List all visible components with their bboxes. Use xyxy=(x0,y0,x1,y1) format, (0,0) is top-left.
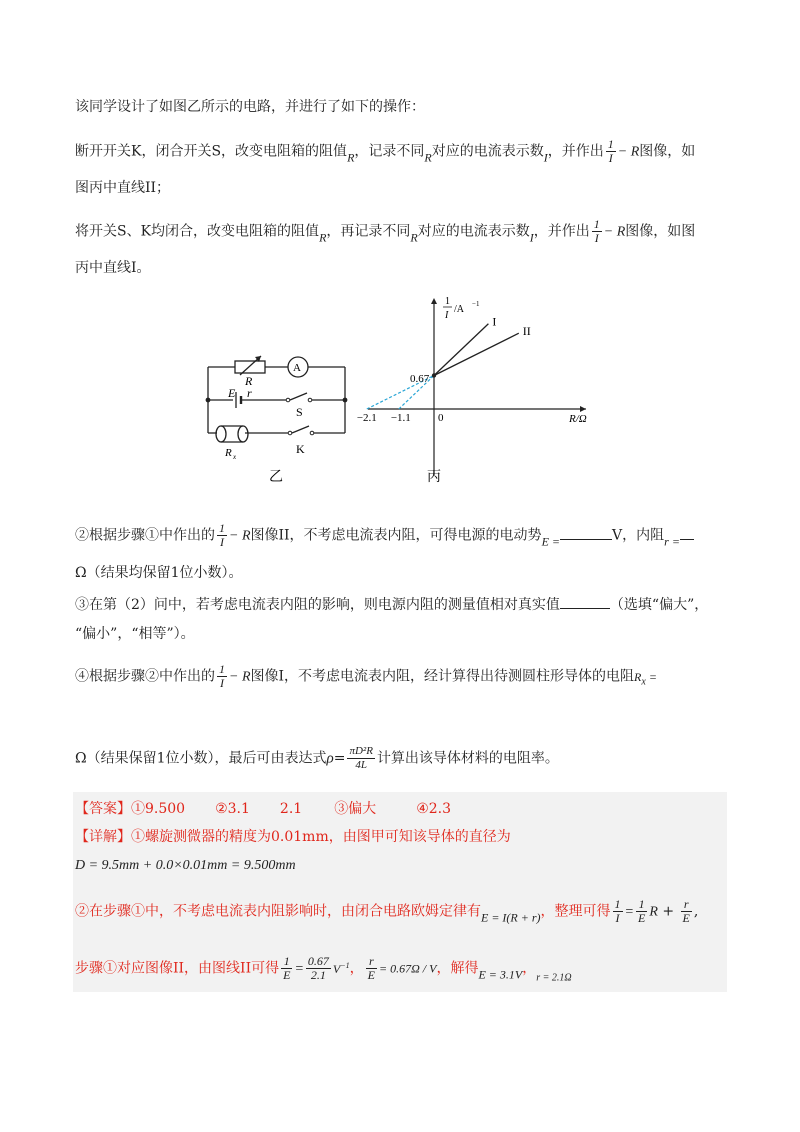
step1-line1 xyxy=(75,138,695,168)
detail-text1: ①螺旋测微器的精度为0.01mm，由图甲可知该导体的直径为 xyxy=(131,829,511,845)
detail-f2-value: = 0.67Ω / V xyxy=(379,961,437,976)
switch-s-label: S xyxy=(296,405,303,419)
q2-text-c: V，内阻 xyxy=(612,527,665,544)
step2-text-e: 图像，如图 xyxy=(625,223,696,240)
result-r: r = 2.1Ω xyxy=(536,972,572,984)
q2-line2: Ω（结果均保留1位小数）。 xyxy=(75,565,243,581)
y-label-num: 1 xyxy=(445,296,450,307)
step1-text-a: 断开开关K，闭合开关S，改变电阻箱的阻值 xyxy=(75,143,348,160)
resistor-box xyxy=(235,361,265,373)
answer-blank-emf[interactable] xyxy=(560,539,612,540)
fraction-1-over-E: $\frac{1}{E}$ xyxy=(637,897,646,925)
answer-blank-compare[interactable] xyxy=(560,608,610,609)
var-R: R xyxy=(424,150,432,165)
step2-text-c: 对应的电流表示数 xyxy=(417,223,530,240)
step2-line1 xyxy=(75,218,695,248)
answer-line xyxy=(75,799,451,819)
switch-k-label: K xyxy=(296,442,305,456)
fraction-1-over-I: $\frac{1}{I}$ xyxy=(614,897,621,925)
q3-text-a: ③在第（2）问中，若考虑电流表内阻的影响，则电源内阻的测量值相对真实值 xyxy=(75,597,560,613)
var-Rx: $R_x$ = xyxy=(634,669,657,687)
equals: = xyxy=(333,750,346,767)
detail-text3a: 步骤①对应图像II，由图线II可得 xyxy=(75,960,280,977)
detail-tag: 【详解】 xyxy=(75,829,131,845)
x-tick-label: −1.1 xyxy=(390,412,411,424)
x-axis-label: R/Ω xyxy=(569,413,587,425)
detail-text2a: ②在步骤①中，不考虑电流表内阻影响时，由闭合电路欧姆定律有 xyxy=(75,903,481,920)
var-r: r = xyxy=(664,534,680,549)
var-R: R xyxy=(319,230,327,245)
y-label-den: I xyxy=(445,310,449,321)
minus-R: − R xyxy=(229,669,251,685)
q4-text-b: 图像I，不考虑电流表内阻，经计算得出待测圆柱形导体的电阻 xyxy=(250,668,635,685)
var-I: I xyxy=(529,230,534,245)
detail-eq1: D = 9.5mm + 0.0×0.01mm = 9.500mm xyxy=(75,858,296,873)
q3-line1 xyxy=(75,595,708,615)
resistor-label: R xyxy=(245,374,253,388)
step1-text-e: 图像，如 xyxy=(639,143,696,160)
answer-item: 2.1 xyxy=(279,801,303,817)
q3-line2: “偏小”，“相等”）。 xyxy=(75,626,195,642)
origin-label: 0 xyxy=(438,412,444,424)
detail-text3b: ，解得 xyxy=(436,960,479,977)
resistivity-formula: $\frac{\text{πD²R}}{4L}$ xyxy=(349,745,373,771)
answer-item: ③偏大 xyxy=(334,801,377,817)
y-label-unit: /A xyxy=(454,304,464,315)
emf-label: E xyxy=(228,386,236,400)
q4-line1 xyxy=(75,663,657,692)
q4-text-a: ④根据步骤②中作出的 xyxy=(75,668,215,685)
x-axis-arrow xyxy=(580,406,586,412)
step2-text-b: ，再记录不同 xyxy=(326,223,411,240)
y-intercept-label: 0.67 xyxy=(410,373,430,385)
fraction-1-over-I: $\frac{1}{I}$ xyxy=(607,137,614,165)
answer-item: ④2.3 xyxy=(416,801,452,817)
equals: = xyxy=(624,904,634,920)
detail-line3: 步骤①对应图像II，由图线II可得 $\frac{1}{E}$ = $\frac{0.67}{2.1}$ $V^{-1}$， $\frac{r}{E}$ = 0.67Ω / V，解得E = 3.1V，$_{r = 2.1\Omega}$ xyxy=(75,954,572,984)
minus-R: − R xyxy=(617,144,640,160)
step2-text-d: ，并作出 xyxy=(533,223,590,240)
rx-sub-label: x xyxy=(233,453,237,461)
detail-line2: ②在步骤①中，不考虑电流表内阻影响时，由闭合电路欧姆定律有E = I(R + r)，整理可得 $\frac{1}{I}$ = $\frac{1}{E}$ R + $\frac{r}{E}$ , xyxy=(75,897,699,925)
answer-blank-r[interactable] xyxy=(680,539,694,540)
var-E: E = xyxy=(541,534,561,549)
junction-dot xyxy=(206,398,211,403)
q2-text-b: 图像II，不考虑电流表内阻，可得电源的电动势 xyxy=(250,527,542,544)
minus-R: − R xyxy=(229,528,251,544)
fraction-r-over-E: $\frac{r}{E}$ xyxy=(367,954,376,982)
q2-text-a: ②根据步骤①中作出的 xyxy=(75,527,215,544)
answer-item: ②3.1 xyxy=(215,801,250,817)
y-axis-arrow xyxy=(431,298,437,304)
unit-v-inverse: $V^{-1}$ xyxy=(332,960,350,976)
fraction-067-over-21: $\frac{0.67}{2.1}$ xyxy=(307,954,329,982)
x-tick-label: −2.1 xyxy=(356,412,377,424)
q4-line2 xyxy=(75,745,559,772)
q2-line1 xyxy=(75,522,694,552)
intro-text: 该同学设计了如图乙所示的电路，并进行了如下的操作： xyxy=(75,99,425,115)
q4-text-d: 计算出该导体材料的电阻率。 xyxy=(376,750,559,767)
line-II xyxy=(434,333,519,375)
graph-bing xyxy=(356,290,610,490)
fraction-1-over-I: $\frac{1}{I}$ xyxy=(219,662,225,690)
circuit-diagram xyxy=(195,345,365,495)
step1-line2: 图丙中直线II； xyxy=(75,180,171,196)
minus-R: − R xyxy=(603,224,626,240)
ammeter-label: A xyxy=(293,362,301,374)
result-emf: E = 3.1V xyxy=(478,967,523,982)
step1-text-b: ，记录不同 xyxy=(354,143,425,160)
fraction-1-over-E: $\frac{1}{E}$ xyxy=(283,954,291,982)
graph-caption: 丙 xyxy=(427,470,441,485)
answer-item: ①9.500 xyxy=(131,801,186,817)
circuit-caption: 乙 xyxy=(269,470,283,485)
step2-line2: 丙中直线I。 xyxy=(75,260,151,276)
fraction-r-over-E: $\frac{r}{E}$ xyxy=(682,897,690,925)
detail-eq2: E = I(R + r) xyxy=(481,910,541,925)
internal-r-label: r xyxy=(247,386,252,400)
step1-text-d: ，并作出 xyxy=(547,143,604,160)
detail-line1 xyxy=(75,827,511,847)
y-label-sup: −1 xyxy=(472,300,480,308)
fraction-1-over-I: $\frac{1}{I}$ xyxy=(593,217,600,245)
line-II-label: II xyxy=(522,324,531,339)
q4-text-c: Ω（结果保留1位小数），最后可由表达式 xyxy=(75,750,327,767)
rx-label: R xyxy=(225,447,232,459)
junction-dot xyxy=(343,398,348,403)
var-R: R xyxy=(410,230,418,245)
var-rho: ρ xyxy=(326,750,334,767)
equals: = xyxy=(294,961,304,977)
q3-text-b: （选填“偏大”， xyxy=(609,597,709,613)
line-I-label: I xyxy=(492,314,497,329)
fraction-1-over-I: $\frac{1}{I}$ xyxy=(219,521,225,549)
detail-text2b: ，整理可得 xyxy=(540,903,611,920)
var-R: R xyxy=(649,904,658,920)
y-intercept-dot xyxy=(432,373,436,377)
line-I xyxy=(434,324,488,376)
step2-text-a: 将开关S、K均闭合，改变电阻箱的阻值 xyxy=(75,223,320,240)
step1-text-c: 对应的电流表示数 xyxy=(431,143,544,160)
var-R: R xyxy=(347,150,355,165)
var-I: I xyxy=(543,150,548,165)
answer-tag: 【答案】 xyxy=(75,801,131,817)
